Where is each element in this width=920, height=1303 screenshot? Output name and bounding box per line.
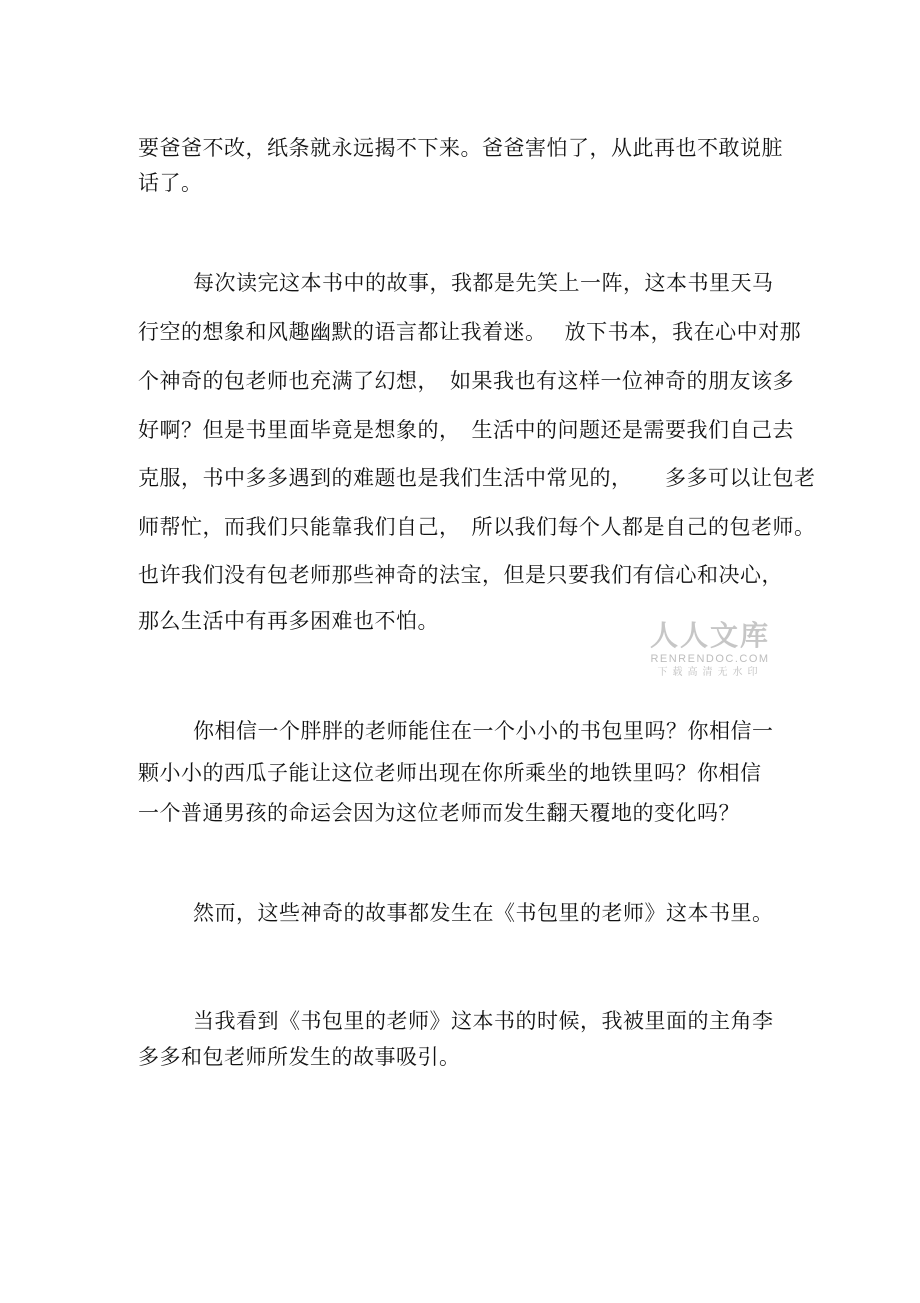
paragraph-4-line-1: 然而，这些神奇的故事都发生在《书包里的老师》这本书里。 — [193, 901, 774, 925]
paragraph-2-line-3: 个神奇的包老师也充满了幻想， 如果我也有这样一位神奇的朋友该多 — [138, 369, 794, 393]
paragraph-1-line-1: 要爸爸不改，纸条就永远揭不下来。爸爸害怕了，从此再也不敢说脏 — [138, 136, 783, 160]
paragraph-3-line-1: 你相信一个胖胖的老师能住在一个小小的书包里吗？你相信一 — [193, 719, 774, 743]
paragraph-2-line-6: 师帮忙，而我们只能靠我们自己， 所以我们每个人都是自己的包老师。 — [138, 515, 816, 539]
paragraph-1-line-2: 话了。 — [138, 171, 203, 195]
watermark-logo-text: 人人文库 — [649, 619, 770, 652]
paragraph-2-line-1: 每次读完这本书中的故事，我都是先笑上一阵，这本书里天马 — [193, 271, 774, 295]
paragraph-2-line-2: 行空的想象和风趣幽默的语言都让我着迷。 放下书本，我在心中对那 — [138, 320, 802, 344]
paragraph-5-line-1: 当我看到《书包里的老师》这本书的时候，我被里面的主角李 — [193, 1009, 774, 1033]
paragraph-3-line-2: 颗小小的西瓜子能让这位老师出现在你所乘坐的地铁里吗？你相信 — [138, 761, 762, 785]
paragraph-2-line-8: 那么生活中有再多困难也不怕。 — [138, 609, 439, 633]
paragraph-3-line-3: 一个普通男孩的命运会因为这位老师而发生翻天覆地的变化吗？ — [138, 801, 740, 825]
watermark-subtitle: 下载高清无水印 — [657, 667, 763, 678]
paragraph-5-line-2: 多多和包老师所发生的故事吸引。 — [138, 1045, 461, 1069]
paragraph-2-line-4: 好啊？但是书里面毕竟是想象的， 生活中的问题还是需要我们自己去 — [138, 418, 794, 442]
watermark — [648, 620, 772, 680]
watermark-url: RENRENDOC.COM — [650, 653, 770, 665]
paragraph-2-line-7: 也许我们没有包老师那些神奇的法宝，但是只要我们有信心和决心， — [138, 563, 783, 587]
paragraph-2-line-5: 克服，书中多多遇到的难题也是我们生活中常见的， 多多可以让包老 — [138, 466, 816, 490]
